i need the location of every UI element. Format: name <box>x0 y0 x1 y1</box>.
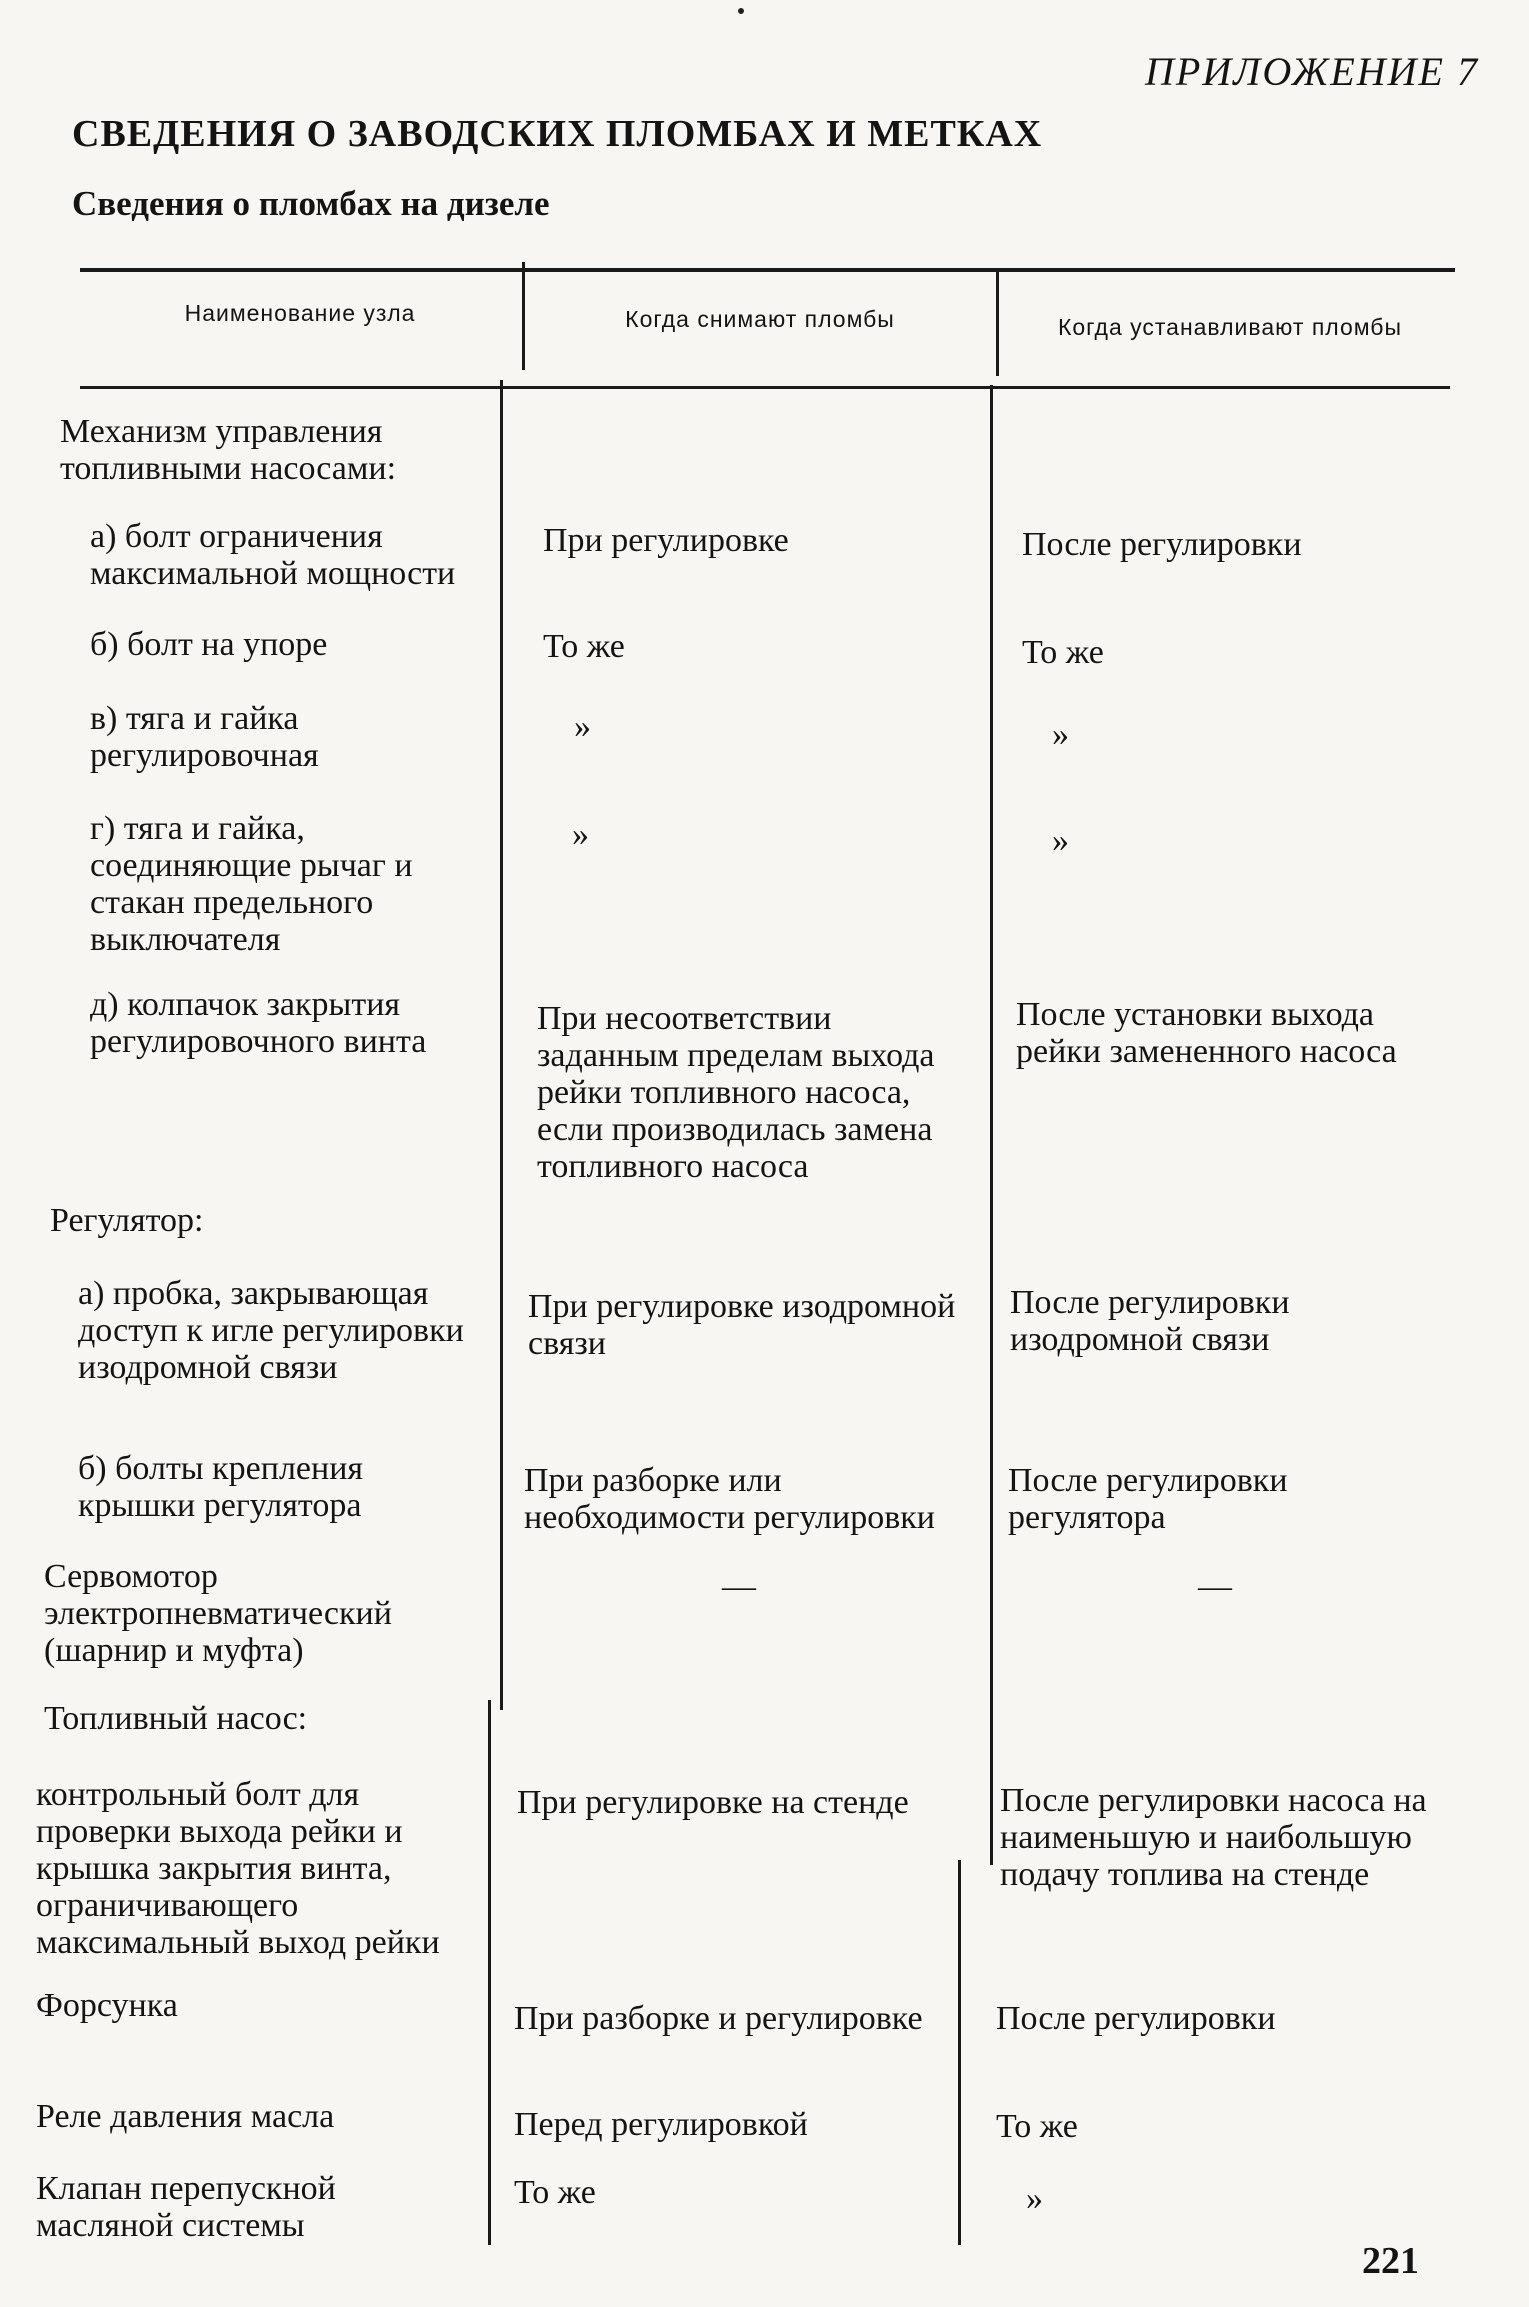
page-title: СВЕДЕНИЯ О ЗАВОДСКИХ ПЛОМБАХ И МЕТКАХ <box>72 113 1043 155</box>
table-cell-remove: При разборке и регулировке <box>514 2000 923 2037</box>
table-cell-unit: а) пробка, закрывающая доступ к игле регулировки изодромной связи <box>78 1275 464 1386</box>
header-divider-1 <box>522 262 525 370</box>
table-cell-remove: При разборке или необходимости регулировки <box>524 1462 935 1536</box>
table-cell-unit: Сервомотор электропневматический (шарнир и муфта) <box>44 1558 392 1669</box>
section-subtitle: Сведения о пломбах на дизеле <box>72 184 550 223</box>
table-header-rule <box>80 386 1450 389</box>
table-cell-unit: в) тяга и гайка регулировочная <box>90 700 319 774</box>
table-cell-unit: Топливный насос: <box>44 1700 308 1737</box>
table-cell-unit: Механизм управления топливными насосами: <box>60 413 397 487</box>
table-cell-remove: — <box>722 1568 756 1605</box>
table-cell-install: После регулировки насоса на наименьшую и наибольшую подачу топлива на стенде <box>1000 1782 1427 1893</box>
table-cell-unit: контрольный болт для проверки выхода рейки и крышка закрытия винта, ограничивающего максимальный выход рейки <box>36 1776 440 1961</box>
table-cell-remove: При регулировке изодромной связи <box>528 1288 956 1362</box>
table-cell-remove: » <box>572 816 589 853</box>
column-header-install: Когда устанавливают пломбы <box>1057 314 1402 340</box>
column-divider-1b <box>488 1700 491 2245</box>
table-cell-install: После регулировки <box>1022 526 1302 563</box>
appendix-label: ПРИЛОЖЕНИЕ 7 <box>1145 49 1479 94</box>
table-cell-unit: д) колпачок закрытия регулировочного винта <box>90 986 427 1060</box>
table-top-rule <box>80 268 1455 272</box>
table-cell-unit: Форсунка <box>36 1987 178 2024</box>
table-cell-unit: б) болты крепления крышки регулятора <box>78 1450 364 1524</box>
table-cell-install: » <box>1052 716 1069 753</box>
table-cell-unit: Клапан перепускной масляной системы <box>36 2170 336 2244</box>
table-cell-unit: Регулятор: <box>50 1202 204 1239</box>
table-cell-unit: г) тяга и гайка, соединяющие рычаг и стакан предельного выключателя <box>90 810 413 958</box>
table-cell-install: То же <box>996 2108 1078 2145</box>
table-cell-unit: а) болт ограничения максимальной мощности <box>90 518 456 592</box>
table-cell-remove: При регулировке <box>543 522 789 559</box>
table-cell-remove: При несоответствии заданным пределам выхода рейки топливного насоса, если производилась замена топливного насоса <box>537 1000 935 1185</box>
column-divider-2a <box>990 385 993 1865</box>
table-cell-install: » <box>1052 822 1069 859</box>
table-cell-install: После установки выхода рейки замененного насоса <box>1016 996 1397 1070</box>
table-cell-install: То же <box>1022 634 1104 671</box>
table-cell-unit: б) болт на упоре <box>90 626 328 663</box>
table-cell-install: » <box>1026 2180 1043 2217</box>
table-cell-remove: » <box>574 708 591 745</box>
column-header-remove: Когда снимают пломбы <box>625 306 895 332</box>
column-header-unit: Наименование узла <box>184 300 416 326</box>
table-cell-remove: То же <box>543 628 625 665</box>
page-number: 221 <box>1362 2240 1419 2282</box>
column-divider-1a <box>500 380 503 1710</box>
print-speck <box>738 8 744 14</box>
table-cell-remove: Перед регулировкой <box>514 2106 808 2143</box>
header-divider-2 <box>996 272 999 376</box>
table-cell-unit: Реле давления масла <box>36 2098 335 2135</box>
table-cell-install: — <box>1198 1568 1232 1605</box>
table-cell-remove: При регулировке на стенде <box>517 1784 909 1821</box>
table-cell-remove: То же <box>514 2174 596 2211</box>
table-cell-install: После регулировки <box>996 2000 1276 2037</box>
column-divider-2b <box>958 1860 961 2245</box>
table-cell-install: После регулировки изодромной связи <box>1010 1284 1290 1358</box>
table-cell-install: После регулировки регулятора <box>1008 1462 1288 1536</box>
